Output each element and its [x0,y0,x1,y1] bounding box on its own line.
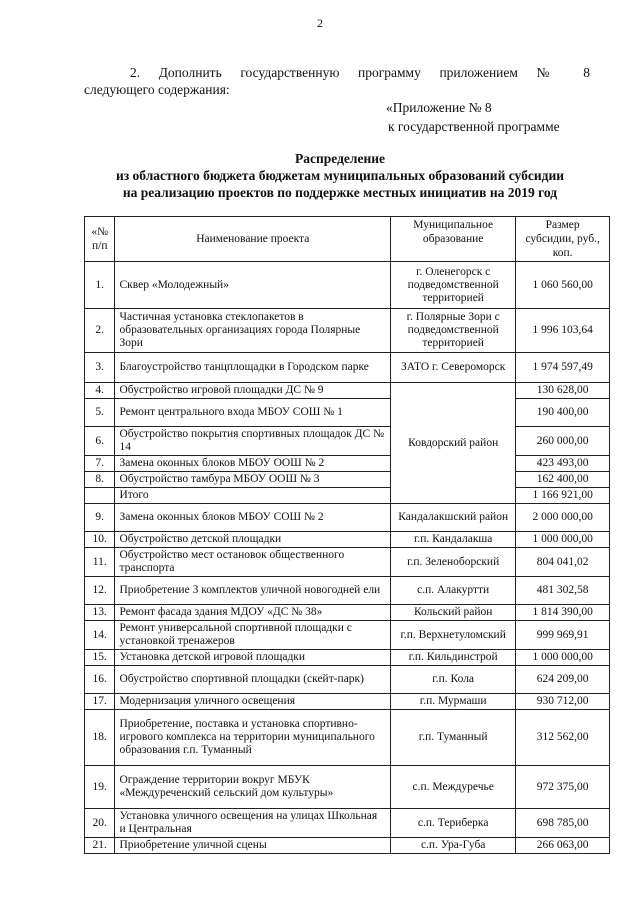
row-project: Благоустройство танцплощадки в Городском парке [115,353,391,383]
row-project: Частичная установка стеклопакетов в образовательных организациях города Полярные Зори [115,309,391,353]
table-row [85,694,610,710]
table-row [85,532,610,548]
row-num: 1. [85,262,115,309]
table-row [85,456,610,472]
table-row [85,309,610,353]
row-num: 7. [85,456,115,472]
row-project: Установка детской игровой площадки [115,650,391,666]
row-num: 12. [85,577,115,605]
row-project: Замена оконных блоков МБОУ СОШ № 2 [115,504,391,532]
intro-line-1: 2. Дополнить государственную программу приложением № 8 [130,65,590,80]
intro-paragraph [84,64,590,98]
row-municipality: с.п. Териберка [391,809,516,838]
row-num: 9. [85,504,115,532]
row-num: 8. [85,472,115,488]
intro-line-2: следующего содержания: [84,82,230,97]
row-num: 11. [85,548,115,577]
row-project: Приобретение уличной сцены [115,838,391,854]
table-row-total [85,488,610,504]
row-amount: 2 000 000,00 [516,504,610,532]
table-row [85,427,610,456]
row-num: 5. [85,399,115,427]
table-row [85,353,610,383]
row-municipality: Кольский район [391,605,516,621]
table-row [85,666,610,694]
row-project: Обустройство тамбура МБОУ ООШ № 3 [115,472,391,488]
row-amount: 130 628,00 [516,383,610,399]
row-municipality: Кандалакшский район [391,504,516,532]
row-amount: 1 814 390,00 [516,605,610,621]
row-num: 4. [85,383,115,399]
row-amount: 1 000 000,00 [516,532,610,548]
row-num: 21. [85,838,115,854]
row-num: 3. [85,353,115,383]
row-amount: 1 060 560,00 [516,262,610,309]
row-num: 18. [85,710,115,766]
row-municipality: г.п. Зеленоборский [391,548,516,577]
row-num: 19. [85,766,115,809]
row-amount: 481 302,58 [516,577,610,605]
row-project: Сквер «Молодежный» [115,262,391,309]
document-heading [60,150,620,201]
row-num: 16. [85,666,115,694]
row-amount: 624 209,00 [516,666,610,694]
table-row [85,838,610,854]
row-amount: 999 969,91 [516,621,610,650]
row-num: 15. [85,650,115,666]
row-project: Обустройство игровой площадки ДС № 9 [115,383,391,399]
row-amount: 972 375,00 [516,766,610,809]
row-project: Модернизация уличного освещения [115,694,391,710]
table-row [85,472,610,488]
row-amount: 260 000,00 [516,427,610,456]
row-municipality: г.п. Кола [391,666,516,694]
row-amount: 930 712,00 [516,694,610,710]
row-amount: 804 041,02 [516,548,610,577]
heading-line-2: из областного бюджета бюджетам муниципальных образований субсидии [115,168,565,183]
row-amount: 1 996 103,64 [516,309,610,353]
row-project: Обустройство мест остановок общественного транспорта [115,548,391,577]
row-amount: 698 785,00 [516,809,610,838]
row-num: 17. [85,694,115,710]
row-project: Обустройство покрытия спортивных площадок ДС № 14 [115,427,391,456]
appendix-line-2: к государственной программе [388,119,560,134]
row-municipality: г.п. Кандалакша [391,532,516,548]
row-amount: 1 974 597,49 [516,353,610,383]
page-number: 2 [317,16,323,30]
table-row [85,650,610,666]
appendix-header [386,98,560,136]
header-amount: Размер субсидии, руб., коп. [516,217,610,262]
row-municipality: г. Полярные Зори с подведомственной территорией [391,309,516,353]
heading-line-3: на реализацию проектов по поддержке местных инициатив на 2019 год [122,185,558,200]
row-municipality: с.п. Алакуртти [391,577,516,605]
row-project: Обустройство спортивной площадки (скейт-парк) [115,666,391,694]
table-row [85,548,610,577]
row-municipality: Ковдорский район [391,383,516,504]
row-project: Ремонт универсальной спортивной площадки с установкой тренажеров [115,621,391,650]
table-row [85,809,610,838]
row-municipality: г.п. Туманный [391,710,516,766]
row-project: Приобретение, поставка и установка спортивно-игрового комплекса на территории муниципального образования г.п. Туманный [115,710,391,766]
table-row [85,766,610,809]
table-row [85,605,610,621]
row-amount: 162 400,00 [516,472,610,488]
row-project: Замена оконных блоков МБОУ ООШ № 2 [115,456,391,472]
table-row [85,399,610,427]
row-municipality: с.п. Ура-Губа [391,838,516,854]
row-project: Итого [115,488,391,504]
header-municipality: Муниципальное образование [391,217,516,262]
row-project: Ремонт центрального входа МБОУ СОШ № 1 [115,399,391,427]
row-municipality: г.п. Верхнетуломский [391,621,516,650]
row-municipality: г.п. Мурмаши [391,694,516,710]
subsidy-table [84,216,610,854]
row-num: 14. [85,621,115,650]
row-amount: 190 400,00 [516,399,610,427]
row-municipality: с.п. Междуречье [391,766,516,809]
row-num [85,488,115,504]
row-project: Ограждение территории вокруг МБУК «Междуреченский сельский дом культуры» [115,766,391,809]
table-row [85,262,610,309]
row-num: 20. [85,809,115,838]
table-row [85,621,610,650]
table-row [85,504,610,532]
row-amount: 423 493,00 [516,456,610,472]
table-header-row [85,217,610,262]
table-row [85,577,610,605]
header-project: Наименование проекта [115,217,391,262]
row-num: 2. [85,309,115,353]
row-project: Приобретение 3 комплектов уличной новогодней ели [115,577,391,605]
table-row [85,710,610,766]
row-num: 6. [85,427,115,456]
row-project: Обустройство детской площадки [115,532,391,548]
row-amount: 1 166 921,00 [516,488,610,504]
row-project: Установка уличного освещения на улицах Школьная и Центральная [115,809,391,838]
row-amount: 312 562,00 [516,710,610,766]
row-amount: 266 063,00 [516,838,610,854]
row-num: 10. [85,532,115,548]
row-municipality: г. Оленегорск с подведомственной территорией [391,262,516,309]
row-municipality: г.п. Кильдинстрой [391,650,516,666]
row-project: Ремонт фасада здания МДОУ «ДС № 38» [115,605,391,621]
appendix-line-1: «Приложение № 8 [386,100,492,115]
heading-line-1: Распределение [294,151,386,166]
row-num: 13. [85,605,115,621]
row-amount: 1 000 000,00 [516,650,610,666]
row-municipality: ЗАТО г. Североморск [391,353,516,383]
header-num: «№ п/п [85,217,115,262]
table-row [85,383,610,399]
